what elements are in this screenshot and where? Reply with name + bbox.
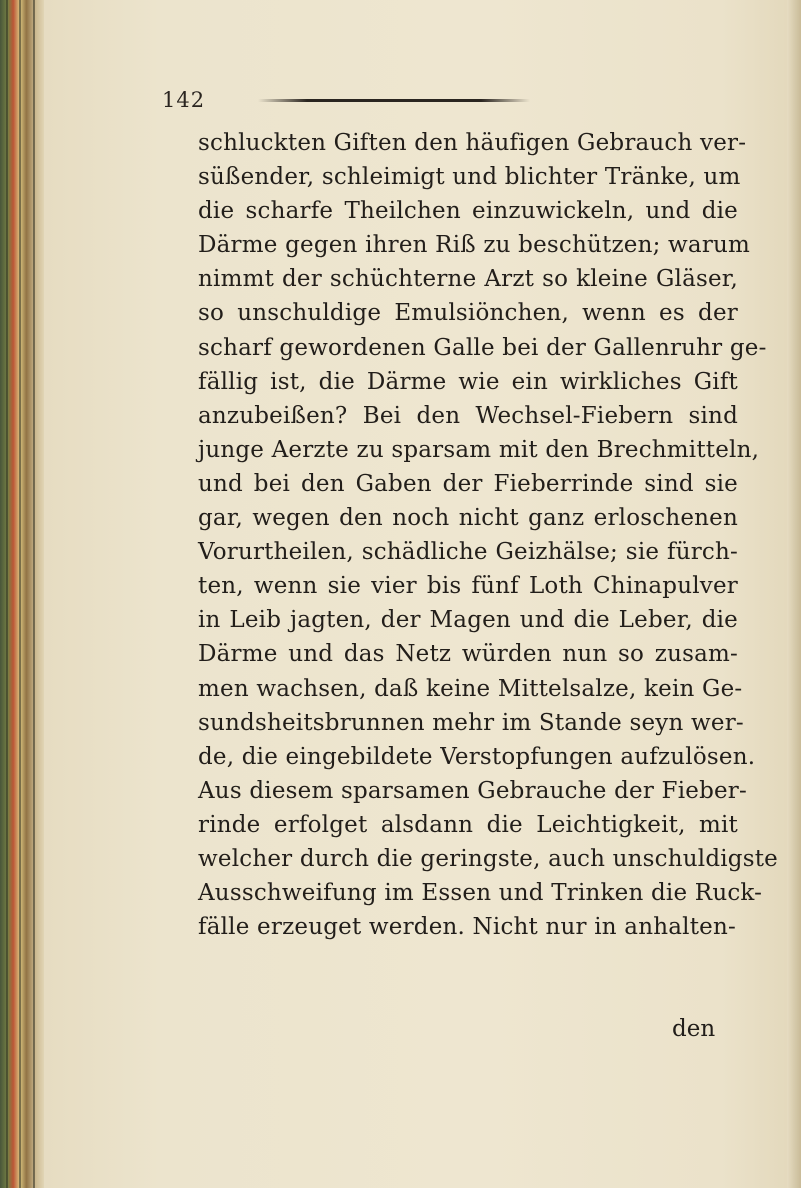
text-line: ten, wenn sie vier bis fünf Loth Chinapulver [198, 573, 738, 600]
catchword: den [672, 1016, 716, 1042]
text-line: gar, wegen den noch nicht ganz erloschenen [198, 505, 738, 532]
text-line: Ausschweifung im Essen und Trinken die Ruck- [198, 880, 763, 907]
text-line: Därme gegen ihren Riß zu beschützen; warum [198, 232, 751, 259]
text-line: fällig ist, die Därme wie ein wirkliches Gift [198, 368, 738, 395]
text-line: in Leib jagten, der Magen und die Leber, die [198, 607, 738, 634]
text-line: nimmt der schüchterne Arzt so kleine Gläser, [198, 266, 738, 293]
page-right-edge [787, 0, 801, 1188]
text-line: fälle erzeuget werden. Nicht nur in anhalten- [198, 914, 736, 941]
binding-thread-line [33, 0, 35, 1188]
text-line: rinde erfolget alsdann die Leichtigkeit, mit [198, 811, 738, 838]
text-line: men wachsen, daß keine Mittelsalze, kein Ge- [198, 675, 743, 702]
binding-thread-line [19, 0, 21, 1188]
text-line: sundsheitsbrunnen mehr im Stande seyn wer- [198, 709, 744, 736]
text-line: süßender, schleimigt und blichter Tränke, um [198, 164, 741, 191]
text-line: schluckten Giften den häufigen Gebrauch ver- [198, 130, 747, 156]
text-line: de, die eingebildete Verstopfungen aufzulösen. [198, 743, 756, 770]
text-line: und bei den Gaben der Fieberrinde sind sie [198, 470, 738, 497]
text-line: welcher durch die geringste, auch unschuldigste [198, 845, 778, 872]
text-line: scharf gewordenen Galle bei der Gallenruhr ge- [198, 334, 767, 361]
text-line: Aus diesem sparsamen Gebrauche der Fieber- [198, 777, 747, 804]
text-line: Vorurtheilen, schädliche Geizhälse; sie fürch- [198, 539, 738, 566]
text-line: junge Aerzte zu sparsam mit den Brechmitteln, [198, 436, 760, 463]
text-line: anzubeißen? Bei den Wechsel-Fiebern sind [198, 402, 738, 429]
text-line: die scharfe Theilchen einzuwickeln, und die [198, 198, 738, 225]
text-line: so unschuldige Emulsiönchen, wenn es der [198, 300, 738, 327]
text-line: Därme und das Netz würden nun so zusam- [198, 641, 738, 668]
binding-thread-line [6, 0, 8, 1188]
header-rule [258, 99, 530, 102]
body-text [198, 126, 778, 944]
page-number: 142 [162, 88, 206, 112]
